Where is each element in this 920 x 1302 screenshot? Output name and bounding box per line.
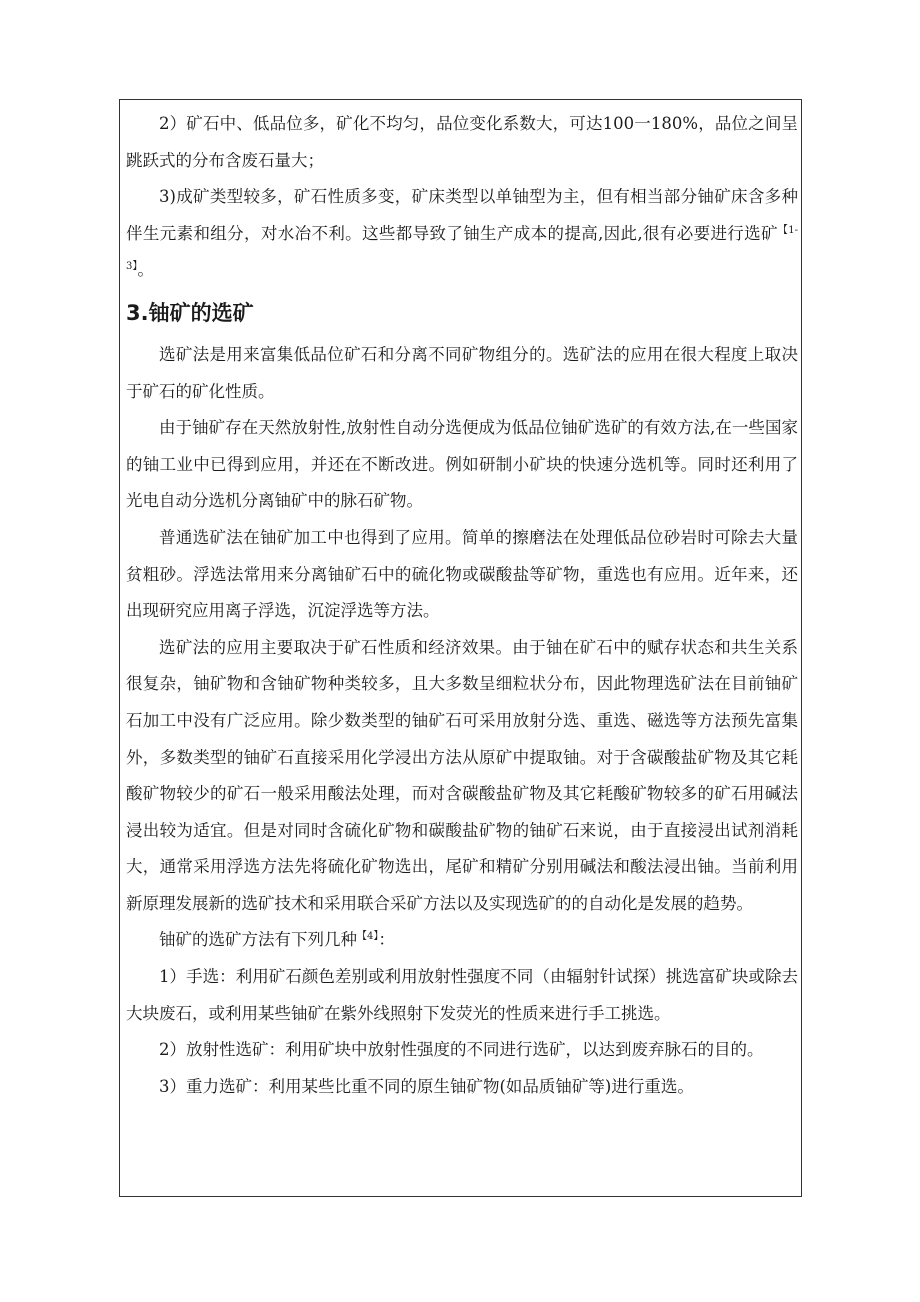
- paragraph-radiometric: 由于铀矿存在天然放射性,放射性自动分选便成为低品位铀矿选矿的有效方法,在一些国家的铀工业中已得到应用，并还在不断改进。例如研制小矿块的快速分选机等。同时还利用了光电自动分选机分离铀矿中的脉石矿物。: [126, 418, 798, 511]
- paragraph-intro: 选矿法是用来富集低品位矿石和分离不同矿物组分的。选矿法的应用在很大程度上取决于矿石的矿化性质。: [126, 344, 798, 401]
- paragraph-text: 3)成矿类型较多，矿石性质多变，矿床类型以单铀型为主，但有相当部分铀矿床含多种伴生元素和组分，对水冶不利。这些都导致了铀生产成本的提高,因此,很有必要进行选矿: [126, 187, 798, 243]
- methods-intro-text: 铀矿的选矿方法有下列几种: [159, 930, 357, 950]
- section-heading: 3.铀矿的选矿: [126, 300, 254, 325]
- paragraph-end: 。: [137, 260, 154, 280]
- citation-ref: 【4】: [357, 931, 379, 943]
- paragraph-methods-intro: [126, 922, 798, 959]
- document-body: [126, 106, 798, 1105]
- paragraph-ordinary: 普通选矿法在铀矿加工中也得到了应用。简单的擦磨法在处理低品位砂岩时可除去大量贫粗砂。浮选法常用来分离铀矿石中的硫化物或碳酸盐等矿物，重选也有应用。近年来，还出现研究应用离子浮选，沉淀浮选等方法。: [126, 527, 798, 621]
- method-hand-sorting: 1）手选：利用矿石颜色差别或利用放射性强度不同（由辐射针试探）挑选富矿块或除去大块废石，或利用某些铀矿在紫外线照射下发荧光的性质来进行手工挑选。: [126, 967, 798, 1023]
- method-radiometric: 2）放射性选矿：利用矿块中放射性强度的不同进行选矿，以达到废弃脉石的目的。: [159, 1040, 764, 1060]
- paragraph-deposit-types: [126, 179, 798, 289]
- methods-colon: ：: [378, 930, 395, 950]
- paragraph-application: 选矿法的应用主要取决于矿石性质和经济效果。由于铀在矿石中的赋存状态和共生关系很复杂，铀矿物和含铀矿物种类较多，且大多数呈细粒状分布，因此物理选矿法在目前铀矿石加工中没有广泛应用。除少数类型的铀矿石可采用放射分选、重选、磁选等方法预先富集外，多数类型的铀矿石直接采用化学浸出方法从原矿中提取铀。对于含碳酸盐矿物及其它耗酸矿物较少的矿石一般采用酸法处理，而对含碳酸盐矿物及其它耗酸矿物较多的矿石用碱法浸出较为适宜。但是对同时含硫化矿物和碳酸盐矿物的铀矿石来说，由于直接浸出试剂消耗大，通常采用浮选方法先将硫化矿物选出，尾矿和精矿分别用碱法和酸法浸出铀。当前利用新原理发展新的选矿技术和采用联合采矿方法以及实现选矿的的自动化是发展的趋势。: [126, 637, 798, 913]
- paragraph-grade: 2）矿石中、低品位多，矿化不均匀，品位变化系数大，可达100一180%，品位之间呈跳跃式的分布含废石量大；: [126, 114, 798, 170]
- method-gravity: 3）重力选矿：利用某些比重不同的原生铀矿物(如品质铀矿等)进行重选。: [159, 1076, 694, 1096]
- citation-ref: 【1-3】: [126, 224, 798, 273]
